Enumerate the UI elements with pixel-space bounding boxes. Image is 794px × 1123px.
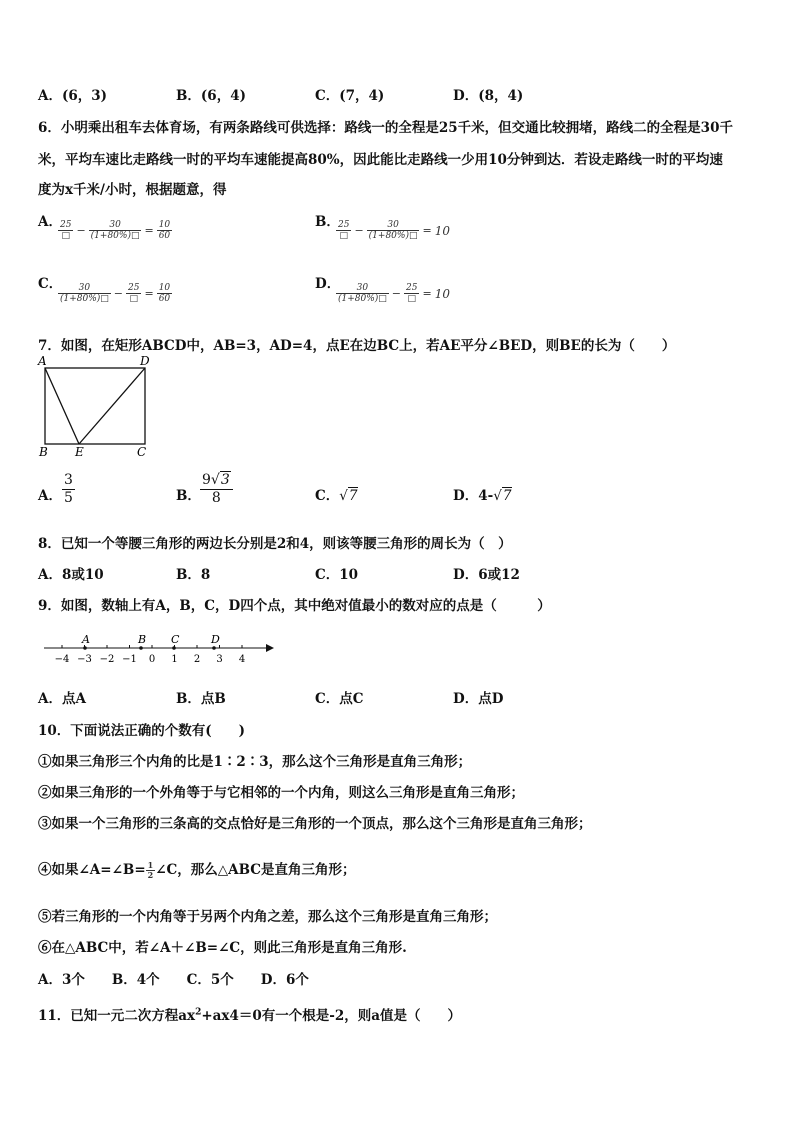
tick-label: −2 [99, 654, 115, 665]
q10-question: 10．下面说法正确的个数有( ) [38, 723, 246, 739]
point-b-label: B [138, 633, 147, 646]
point-b-dot [139, 646, 143, 650]
q10-options: A．3个 B．4个 C．5个 D．6个 [38, 972, 309, 988]
label-e: E [75, 445, 84, 459]
segment-ae [45, 368, 79, 444]
q5-option-b: B．(6，4) [176, 88, 246, 104]
point-c-dot [172, 646, 176, 650]
label-c: C [137, 445, 147, 459]
q6-option-d-label: D． [315, 276, 341, 292]
point-a-dot [83, 646, 87, 650]
q8-option-a: A．8或10 [38, 567, 104, 583]
q6-line-1: 6．小明乘出租车去体育场，有两条路线可供选择：路线一的全程是25千米，但交通比较拥堵，路线二的全程是30千 [38, 120, 733, 136]
q7-option-b-label: B． [176, 488, 201, 504]
q5-option-d: D．(8，4) [453, 88, 524, 104]
point-a-label: A [82, 633, 90, 646]
q6-option-c-formula: $\frac{30}{(1+80\%)□}$ − $\frac{25}{□}$ = $\frac{10}{60}$ [60, 283, 171, 305]
q7-option-d-label: D．4-√7 [453, 488, 512, 504]
label-b: B [39, 445, 48, 459]
q6-option-a-label: A． [38, 214, 62, 230]
q7-option-a-label: A． [38, 488, 62, 504]
q9-question: 9．如图，数轴上有A，B，C，D四个点，其中绝对值最小的数对应的点是（ ） [38, 598, 551, 614]
q7-rectangle-figure [36, 352, 156, 460]
q8-option-d: D．6或12 [453, 567, 520, 583]
q10-statement-1: ①如果三角形三个内角的比是1∶2∶3，那么这个三角形是直角三角形； [38, 754, 472, 770]
q9-option-c: C．点C [315, 691, 364, 707]
q7-option-b-fraction: $\frac{9√3}{8}$ [200, 472, 233, 507]
q6-option-b-label: B． [315, 214, 340, 230]
q8-option-c: C．10 [315, 567, 359, 583]
q10-statement-2: ②如果三角形的一个外角等于与它相邻的一个内角，则这么三角形是直角三角形； [38, 785, 524, 801]
q7-option-a-fraction: $\frac{3}{5}$ [64, 472, 73, 506]
q9-option-a: A．点A [38, 691, 86, 707]
q6-line-3: 度为x千米/小时，根据题意，得 [38, 182, 227, 198]
q10-statement-4: ④如果∠A=∠B= $\frac{1}{2}$ ∠C，那么△ABC是直角三角形； [38, 859, 356, 880]
axis-arrow-icon [266, 644, 274, 652]
q6-option-c-label: C． [38, 276, 63, 292]
tick-label: 4 [238, 654, 246, 665]
tick-label: 0 [148, 654, 156, 665]
q7-question: 7．如图，在矩形ABCD中，AB=3，AD=4，点E在边BC上，若AE平分∠BED，则BE的长为（ ） [38, 338, 676, 354]
tick-label: −1 [122, 654, 137, 665]
q8-option-b: B．8 [176, 567, 211, 583]
point-c-label: C [171, 633, 180, 646]
q10-statement-6: ⑥在△ABC中，若∠A＋∠B=∠C，则此三角形是直角三角形. [38, 940, 407, 956]
point-d-dot [212, 646, 216, 650]
q9-option-b: B．点B [176, 691, 226, 707]
q6-option-a-formula: $\frac{25}{□}$ − $\frac{30}{(1+80\%)□}$ = $\frac{10}{60}$ [60, 220, 171, 242]
label-a: A [38, 354, 47, 368]
q6-line-2: 米，平均车速比走路线一时的平均车速能提高80%，因此能比走路线一少用10分钟到达．若设走路线一时的平均速 [38, 152, 723, 168]
q5-option-a: A．(6，3) [38, 88, 108, 104]
tick-label: 3 [216, 654, 223, 665]
q9-number-line [40, 628, 280, 668]
point-d-label: D [211, 633, 220, 646]
q10-statement-5: ⑤若三角形的一个内角等于另两个内角之差，那么这个三角形是直角三角形； [38, 909, 497, 925]
tick-label: −4 [54, 654, 70, 665]
tick-label: 1 [171, 654, 178, 665]
q6-option-d-formula: $\frac{30}{(1+80\%)□}$ − $\frac{25}{□}$ = 10 [338, 283, 450, 305]
segment-ed [79, 368, 145, 444]
tick-label: 2 [193, 654, 201, 665]
label-d: D [140, 354, 150, 368]
q11-question: 11．已知一元二次方程$ax^2+ax4=0$有一个根是-2，则a值是（ ） [38, 1007, 461, 1024]
rectangle-abcd [45, 368, 145, 444]
q5-option-c: C．(7，4) [315, 88, 385, 104]
q9-option-d: D．点D [453, 691, 504, 707]
q7-option-c-label: C．√7 [315, 488, 358, 504]
q10-statement-3: ③如果一个三角形的三条高的交点恰好是三角形的一个顶点，那么这个三角形是直角三角形； [38, 816, 592, 832]
q6-option-b-formula: $\frac{25}{□}$ − $\frac{30}{(1+80\%)□}$ = 10 [338, 220, 450, 242]
tick-label: −3 [77, 654, 92, 665]
q8-question: 8．已知一个等腰三角形的两边长分别是2和4，则该等腰三角形的周长为（ ） [38, 536, 512, 552]
